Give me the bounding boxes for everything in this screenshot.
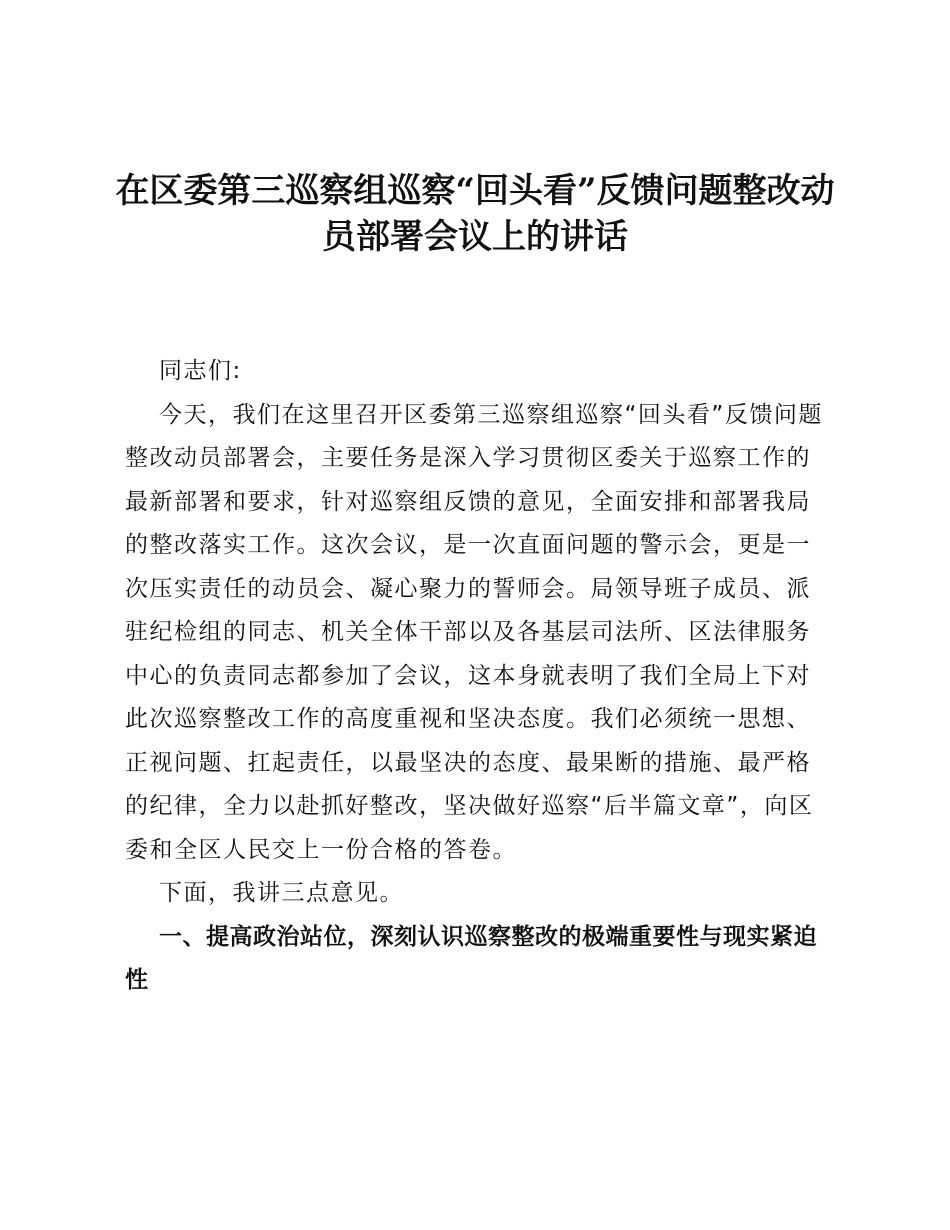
salutation: 同志们:	[159, 358, 242, 384]
document-title: 在区委第三巡察组巡察“回头看”反馈问题整改动员部署会议上的讲话	[115, 171, 835, 257]
section-heading-1: 一、提高政治站位，深刻认识巡察整改的极端重要性与现实紧迫性	[125, 923, 817, 993]
paragraph-opening: 今天，我们在这里召开区委第三巡察组巡察“回头看”反馈问题整改动员部署会，主要任务是深入学习贯彻区委关于巡察工作的最新部署和要求，针对巡察组反馈的意见，全面安排和部署我局的整改落实工作。这次会议，是一次直面问题的警示会，更是一次压实责任的动员会、凝心聚力的誓师会。局领导班子成员、派驻纪检组的同志、机关全体干部以及各基层司法所、区法律服务中心的负责同志都参加了会议，这本身就表明了我们全局上下对此次巡察整改工作的高度重视和坚决态度。我们必须统一思想、正视问题、扛起责任，以最坚决的态度、最果断的措施、最严格的纪律，全力以赴抓好整改，坚决做好巡察“后半篇文章”，向区委和全区人民交上一份合格的答卷。	[125, 401, 823, 863]
document-body	[125, 350, 830, 1003]
paragraph-intro-points: 下面，我讲三点意见。	[159, 880, 404, 906]
